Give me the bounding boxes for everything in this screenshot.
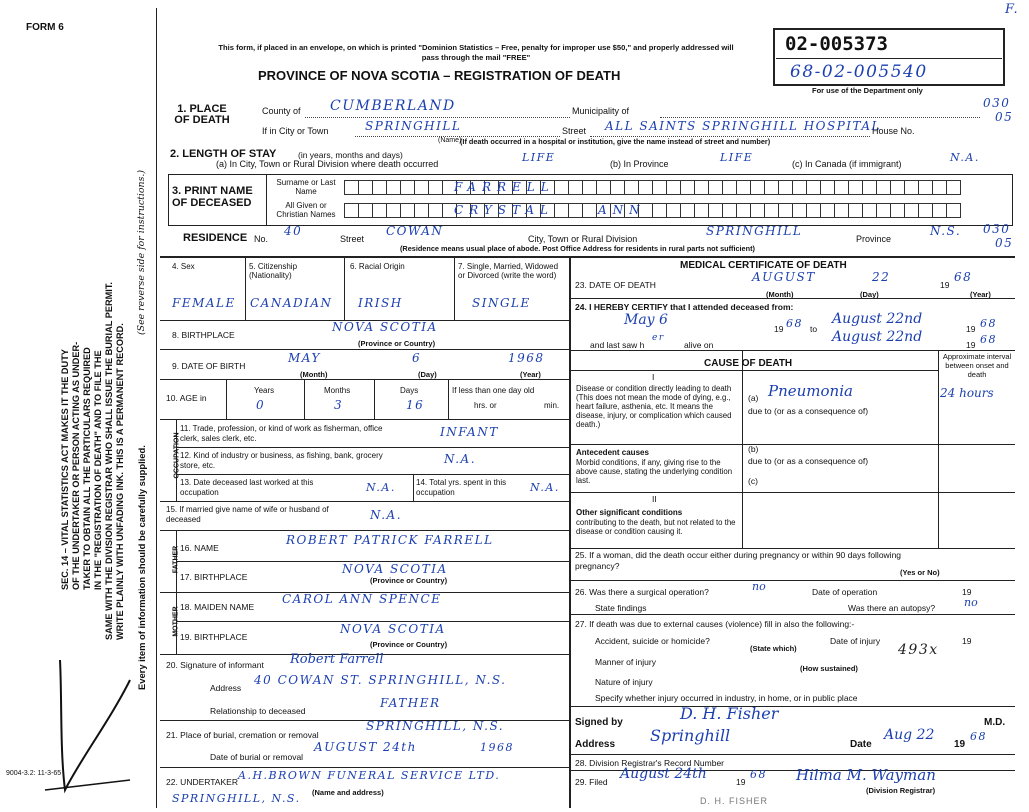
direct-cause-label: Disease or condition directly leading to death (This does not mean the mode of dying, e.g., heart failure, asthenia, etc. It means the disease, injury, or complication which caused death.): [576, 384, 732, 429]
page-title: PROVINCE OF NOVA SCOTIA – REGISTRATION OF DEATH: [258, 68, 621, 83]
burial-place[interactable]: SPRINGHILL, N.S.: [366, 719, 505, 733]
residence-province-label: Province: [856, 234, 892, 244]
age-div-4: [448, 379, 449, 419]
last-saw-label: and last saw h: [590, 340, 645, 350]
cause-a-value[interactable]: Pneumonia: [768, 382, 853, 400]
stay-b-value[interactable]: LIFE: [720, 151, 754, 164]
father-side-label: FATHER: [172, 545, 180, 574]
father-birthplace-label: 17. BIRTHPLACE: [180, 572, 248, 582]
md-label: M.D.: [984, 717, 1006, 728]
spouse-value[interactable]: N.A.: [370, 508, 403, 522]
dob-day[interactable]: 6: [412, 351, 422, 365]
place-margin-code-2: 05: [995, 110, 1014, 124]
house-label: House No.: [872, 126, 915, 136]
relationship-label: Relationship to deceased: [210, 706, 306, 716]
dob-year[interactable]: 1968: [508, 351, 545, 365]
hrs-label: hrs. or: [474, 401, 497, 410]
hospital-note: (If death occurred in a hospital or institution, give the name instead of street and number): [460, 137, 771, 146]
residence-margin-code-1: 030: [983, 222, 1011, 236]
surgery-date-label: Date of operation: [812, 587, 878, 597]
rule-767: [160, 767, 569, 768]
manner-label: Manner of injury: [595, 657, 656, 667]
dob-day-hint: (Day): [418, 370, 437, 379]
print-code: 9004-3.2: 11-3-65: [6, 770, 62, 777]
filed-value[interactable]: August 24th: [620, 766, 707, 782]
dod-day[interactable]: 22: [872, 270, 891, 284]
birthplace-value[interactable]: NOVA SCOTIA: [332, 320, 438, 334]
dob-year-hint: (Year): [520, 370, 541, 379]
residence-city-label: City, Town or Rural Division: [528, 234, 638, 244]
residence-province[interactable]: N.S.: [930, 224, 962, 238]
div-6-7: [454, 256, 455, 320]
residence-no[interactable]: 40: [284, 224, 303, 238]
years-label: Years: [254, 386, 275, 395]
nature-label: Nature of injury: [595, 677, 653, 687]
antecedent-desc: Morbid conditions, if any, giving rise to the above cause, stating the underlying condition last.: [576, 458, 733, 485]
stay-b-label: (b) In Province: [610, 159, 669, 169]
rule-379: [160, 379, 569, 380]
spouse-label: 15. If married give name of wife or husband of deceased: [166, 505, 329, 524]
citizenship-value[interactable]: CANADIAN: [250, 296, 333, 310]
dod-month[interactable]: AUGUST: [752, 270, 816, 284]
occupation-side-label: OCCUPATION: [173, 432, 181, 479]
surgery-value[interactable]: no: [752, 580, 766, 593]
side-line-1: SEC. 14 – VITAL STATISTICS ACT MAKES IT THE DUTY: [60, 349, 70, 590]
rule-754: [569, 754, 1015, 755]
cause-title: CAUSE OF DEATH: [704, 358, 793, 369]
age-label: 10. AGE in: [166, 393, 207, 403]
div-5-6: [344, 256, 345, 320]
dob-month-hint: (Month): [300, 370, 328, 379]
given2-value[interactable]: ANN: [598, 203, 646, 217]
trade-value[interactable]: INFANT: [440, 425, 499, 439]
dod-year[interactable]: 68: [954, 270, 973, 284]
rule-492: [569, 492, 1015, 493]
alive-on-prefix: 19: [966, 340, 976, 350]
header-notice: This form, if placed in an envelope, on which is printed "Dominion Statistics – Free, penalty for improper use $50," and properly addressed will pass through the mail "FREE": [218, 43, 734, 62]
place-of-death-label: 1. PLACE OF DEATH: [174, 103, 230, 126]
stay-c-label: (c) In Canada (if immigrant): [792, 159, 902, 169]
father-birthplace[interactable]: NOVA SCOTIA: [342, 562, 448, 576]
dod-year-hint: (Year): [970, 290, 991, 299]
dod-day-hint: (Day): [860, 290, 879, 299]
surgery-label: 26. Was there a surgical operation?: [575, 587, 709, 597]
residence-note: (Residence means usual place of abode. Post Office Address for residents in rural parts not sufficient): [400, 244, 755, 253]
signoff-address-label: Address: [575, 739, 616, 750]
dob-label: 9. DATE OF BIRTH: [172, 361, 246, 371]
filed-year-prefix: 19: [736, 777, 746, 787]
how-sustained: (How sustained): [800, 664, 858, 673]
other-desc: contributing to the death, but not related to the disease or condition causing it.: [576, 518, 736, 536]
burial-place-label: 21. Place of burial, cremation or removal: [166, 730, 319, 740]
cause-a-label: (a): [748, 393, 759, 403]
margin-rule: [156, 8, 157, 808]
father-name[interactable]: ROBERT PATRICK FARRELL: [286, 533, 494, 547]
attended-from-year[interactable]: 68: [786, 317, 803, 330]
relationship-value[interactable]: FATHER: [380, 696, 441, 710]
cause-c-label: (c): [748, 476, 758, 486]
rule-548: [569, 548, 1015, 549]
div-4-5: [245, 256, 246, 320]
county-label: County of: [262, 106, 301, 116]
dod-month-hint: (Month): [766, 290, 794, 299]
margin-mark: 493x: [898, 642, 939, 658]
residence-label: RESIDENCE: [183, 232, 248, 244]
external-label: 27. If death was due to external causes (violence) fill in also the following:-: [575, 619, 855, 629]
mother-birthplace-label: 19. BIRTHPLACE: [180, 632, 248, 642]
stay-a-label: (a) In City, Town or Rural Division where death occurred: [216, 159, 439, 169]
undertaker-name[interactable]: A.H.BROWN FUNERAL SERVICE LTD.: [238, 769, 501, 782]
attended-to-year[interactable]: 68: [980, 317, 997, 330]
last-saw-suffix[interactable]: er: [652, 333, 665, 343]
marital-value[interactable]: SINGLE: [472, 296, 531, 310]
side-line-3: TAKER TO OBTAIN ALL THE PARTICULARS REQUIRED: [82, 347, 92, 590]
dob-month[interactable]: MAY: [288, 351, 321, 365]
reg-no-label: 28. Division Registrar's Record Number: [575, 758, 725, 768]
rule-580: [569, 580, 1015, 581]
age-div-3: [374, 379, 375, 419]
side-line-7: Every item of information should be carefully supplied.: [136, 445, 147, 690]
municipality-line: [660, 117, 980, 118]
main-top-rule: [160, 256, 1015, 258]
side-line-2: OF THE UNDERTAKER OR PERSON ACTING AS UNDER-: [71, 341, 81, 590]
father-name-label: 16. NAME: [180, 543, 219, 553]
side-line-5: SAME WITH THE DIVISION REGISTRAR WHO SHALL ISSUE THE BURIAL PERMIT.: [104, 282, 114, 640]
cause-b-label: (b): [748, 444, 759, 454]
rule-349: [160, 349, 569, 350]
racial-label: 6. Racial Origin: [350, 262, 405, 271]
age-months[interactable]: 3: [334, 398, 344, 412]
father-birthplace-hint: (Province or Country): [370, 576, 448, 585]
antecedent-label: Antecedent causes: [576, 448, 649, 457]
marital-label: 7. Single, Married, Widowed or Divorced (write the word): [458, 262, 559, 280]
registrar-signature[interactable]: Hilma M. Wayman: [796, 766, 936, 784]
length-of-stay-hint: (in years, months and days): [298, 150, 403, 160]
given-label: All Given or Christian Names: [276, 201, 336, 219]
alive-on[interactable]: August 22nd: [832, 329, 923, 345]
rule-706: [569, 706, 1015, 707]
city-hint: (Name): [438, 137, 462, 144]
industry-value[interactable]: N.A.: [444, 452, 477, 466]
surname-boxes: [344, 180, 960, 195]
stay-c-value[interactable]: N.A.: [950, 151, 980, 164]
mother-side-label: MOTHER: [172, 606, 180, 637]
rule-298: [569, 298, 1015, 299]
last-worked-label: 13. Date deceased last worked at this occupation: [180, 478, 314, 497]
total-years-value[interactable]: N.A.: [530, 481, 560, 494]
autopsy-label: Was there an autopsy?: [848, 603, 936, 613]
name-divider: [266, 174, 267, 226]
stay-a-value[interactable]: LIFE: [522, 151, 556, 164]
rule-474: [176, 474, 569, 475]
injury-date-label: Date of injury: [830, 636, 881, 646]
dod-label: 23. DATE OF DEATH: [575, 280, 656, 290]
less-day-label: If less than one day old: [452, 386, 535, 395]
racial-value[interactable]: IRISH: [358, 296, 403, 310]
residence-street[interactable]: COWAN: [386, 224, 444, 238]
certify-label: 24. I HEREBY CERTIFY that I attended deceased from:: [575, 302, 794, 312]
registration-number: 02-005373: [785, 33, 888, 55]
signed-label: Signed by: [575, 717, 623, 728]
cause-a-interval[interactable]: 24 hours: [940, 386, 994, 400]
autopsy-value[interactable]: no: [964, 596, 978, 609]
industry-label: 12. Kind of industry or business, as fishing, bank, grocery store, etc.: [180, 451, 383, 470]
attended-from[interactable]: May 6: [624, 312, 668, 328]
city-label: If in City or Town: [262, 126, 329, 136]
sex-label: 4. Sex: [172, 262, 195, 271]
rule-614: [569, 614, 1015, 615]
place-margin-code-1: 030: [983, 96, 1011, 110]
attended-from-prefix: 19: [774, 324, 784, 334]
surname-label: Surname or Last Name: [276, 178, 336, 196]
roman-2: II: [652, 494, 657, 504]
interval-label: Approximate interval between onset and death: [942, 352, 1012, 379]
rule-350: [569, 350, 1015, 351]
residence-city[interactable]: SPRINGHILL: [706, 224, 803, 238]
state-which: (State which): [750, 644, 797, 653]
dept-note: For use of the Department only: [812, 86, 923, 95]
mother-birthplace[interactable]: NOVA SCOTIA: [340, 622, 446, 636]
signed-value[interactable]: D. H. Fisher: [680, 704, 779, 723]
occ-13-14-div: [413, 474, 414, 501]
registration-handwritten: 68-02-005540: [790, 62, 928, 82]
age-days[interactable]: 16: [406, 398, 425, 412]
informant-sig-label: 20. Signature of informant: [166, 660, 264, 670]
rule-419: [160, 419, 569, 420]
undertaker-address[interactable]: SPRINGHILL, N.S.: [172, 792, 301, 805]
age-years[interactable]: 0: [256, 398, 266, 412]
other-label: Other significant conditions: [576, 508, 683, 517]
months-label: Months: [324, 386, 351, 395]
residence-street-label: Street: [340, 234, 365, 244]
street-label: Street: [562, 126, 587, 136]
birthplace-label: 8. BIRTHPLACE: [172, 330, 235, 340]
cause-left-rule: [742, 350, 743, 548]
age-div-1: [226, 379, 227, 419]
signoff-year-prefix: 19: [954, 739, 966, 750]
rule-720: [160, 720, 569, 721]
findings-label: State findings: [595, 603, 647, 613]
burial-date-label: Date of burial or removal: [210, 752, 304, 762]
corner-mark: F.: [1005, 2, 1020, 17]
surgery-year-prefix: 19: [962, 587, 972, 597]
registrar-hint: (Division Registrar): [866, 786, 936, 795]
injury-year-prefix: 19: [962, 636, 972, 646]
mother-maiden-label: 18. MAIDEN NAME: [180, 602, 255, 612]
county-line: [305, 117, 570, 118]
burial-date[interactable]: AUGUST 24th: [314, 740, 417, 754]
signoff-date[interactable]: Aug 22: [884, 727, 935, 743]
citizenship-label: 5. Citizenship (Nationality): [249, 262, 298, 280]
woman-hint: (Yes or No): [900, 568, 940, 577]
given-boxes: [344, 203, 960, 218]
to-label: to: [810, 324, 818, 334]
cause-interval-rule: [938, 350, 939, 548]
side-line-6: WRITE PLAINLY WITH UNFADING INK. THIS IS A PERMANENT RECORD.: [115, 323, 125, 640]
burial-year[interactable]: 1968: [480, 741, 514, 754]
signoff-date-label: Date: [850, 739, 872, 750]
street-value[interactable]: ALL SAINTS SPRINGHILL HOSPITAL: [605, 119, 882, 133]
filed-year[interactable]: 68: [750, 768, 767, 781]
sex-value[interactable]: FEMALE: [172, 296, 236, 310]
undertaker-label: 22. UNDERTAKER: [166, 777, 238, 787]
informant-address-label: Address: [210, 683, 242, 693]
fisher-stamp: D. H. FISHER: [700, 796, 769, 806]
rule-447: [176, 447, 569, 448]
age-div-2: [304, 379, 305, 419]
accident-label: Accident, suicide or homicide?: [595, 636, 710, 646]
due-to-1: due to (or as a consequence of): [748, 406, 869, 416]
total-years-label: 14. Total yrs. spent in this occupation: [416, 478, 507, 497]
alive-on-year[interactable]: 68: [980, 333, 997, 346]
informant-signature[interactable]: Robert Farrell: [290, 652, 384, 667]
residence-no-label: No.: [254, 234, 269, 244]
length-of-stay-label: 2. LENGTH OF STAY: [170, 148, 277, 160]
signoff-address[interactable]: Springhill: [650, 726, 731, 745]
registration-divider: [776, 58, 1002, 59]
surname-value[interactable]: FARRELL: [454, 180, 555, 194]
alive-on-label: alive on: [684, 340, 714, 350]
days-label: Days: [400, 386, 419, 395]
mother-maiden[interactable]: CAROL ANN SPENCE: [282, 592, 442, 606]
deceased-label: 3. PRINT NAME OF DECEASED: [172, 185, 253, 209]
last-worked-value[interactable]: N.A.: [366, 481, 396, 494]
attended-to-prefix: 19: [966, 324, 976, 334]
rule-370: [569, 370, 938, 371]
mother-birthplace-hint: (Province or Country): [370, 640, 448, 649]
side-line-8: (See reverse side for instructions.): [136, 169, 147, 335]
rule-501: [160, 501, 569, 502]
attended-to[interactable]: August 22nd: [832, 311, 923, 327]
county-value[interactable]: CUMBERLAND: [330, 98, 456, 114]
birthplace-hint: (Province or Country): [358, 339, 436, 348]
medical-title: MEDICAL CERTIFICATE OF DEATH: [680, 260, 847, 271]
dod-year-prefix: 19: [940, 280, 950, 290]
due-to-2: due to (or as a consequence of): [748, 456, 869, 466]
residence-margin-code-2: 05: [995, 236, 1014, 250]
municipality-label: Municipality of: [572, 106, 630, 116]
city-value[interactable]: SPRINGHILL: [365, 119, 462, 133]
rule-530: [160, 530, 569, 531]
min-label: min.: [544, 401, 560, 410]
signoff-year[interactable]: 68: [970, 730, 987, 743]
given1-value[interactable]: CRYSTAL: [454, 203, 554, 217]
undertaker-hint: (Name and address): [312, 788, 384, 797]
informant-address[interactable]: 40 COWAN ST. SPRINGHILL, N.S.: [254, 673, 507, 687]
side-line-4: IN THE "REGISTRATION OF DEATH" AND TO FILE THE: [93, 350, 103, 590]
specify-label: Specify whether injury occurred in industry, in home, or in public place: [595, 693, 858, 703]
rule-444: [569, 444, 1015, 445]
trade-label: 11. Trade, profession, or kind of work as fisherman, office clerk, sales clerk, etc.: [180, 424, 383, 443]
form-id: FORM 6: [26, 22, 64, 33]
roman-1: I: [652, 372, 655, 382]
filed-label: 29. Filed: [575, 777, 608, 787]
center-rule: [569, 256, 571, 808]
woman-label: 25. If a woman, did the death occur either during pregnancy or within 90 days following pregnancy?: [575, 550, 902, 571]
